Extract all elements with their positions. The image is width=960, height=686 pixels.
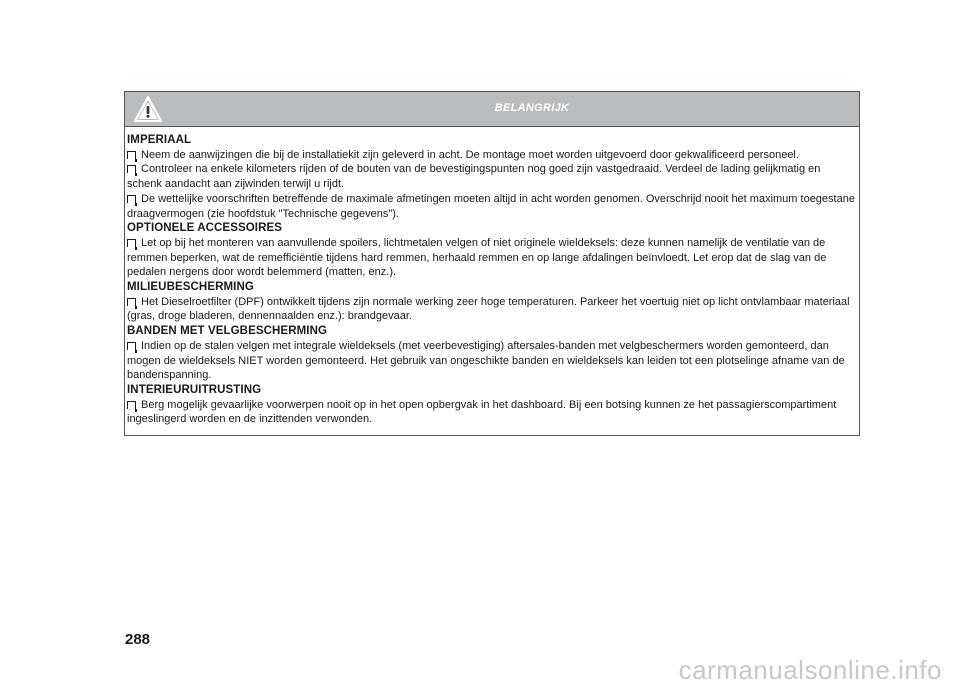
- bullet-icon: [127, 195, 136, 203]
- bullet-icon: [127, 298, 136, 306]
- bullet-paragraph: Controleer na enkele kilometers rijden of de bouten van de bevestigingspunten nog goed zijn vastgedraaid. Verdeel de lading gelijkmatig en schenk aandacht aan zijwinden terwijl u rijdt.: [127, 163, 821, 191]
- bullet-icon: [127, 342, 136, 350]
- section-heading: OPTIONELE ACCESSOIRES: [127, 222, 283, 235]
- bullet-icon: [127, 239, 136, 247]
- bullet-paragraph: Indien op de stalen velgen met integrale wieldeksels (met veerbevestiging) aftersales-banden met velgbeschermers worden gemonteerd, dan mogen de wieldeksels NIET worden gemonteerd. Het gebruik van ongeschikte banden en wieldeksels kan leiden tot een plotselinge afname van de bandenspanning.: [127, 339, 845, 382]
- bullet-paragraph: Berg mogelijk gevaarlijke voorwerpen nooit op in het open opbergvak in het dashboard. Bij een botsing kunnen ze het passagierscompartiment ingeslingerd worden en de inzittenden verwonden.: [127, 398, 837, 426]
- page-number: 288: [125, 631, 151, 648]
- watermark: carmanualsonline.info: [678, 655, 942, 685]
- section-heading: INTERIEURUITRUSTING: [127, 383, 262, 396]
- bullet-paragraph: De wettelijke voorschriften betreffende de maximale afmetingen moeten altijd in acht worden genomen. Overschrijd nooit het maximum toegestane draagvermogen (zie hoofdstuk "Technische gegevens").: [127, 192, 855, 220]
- box-title: BELANGRIJK: [494, 102, 570, 114]
- warning-box-header: [125, 92, 859, 127]
- bullet-icon: [127, 151, 136, 159]
- warning-box: [124, 91, 860, 436]
- bullet-icon: [127, 165, 136, 173]
- bullet-icon: [127, 401, 136, 409]
- section-milieubescherming: [127, 280, 855, 324]
- section-imperiaal: [127, 133, 855, 221]
- section-interieuruitrusting: [127, 383, 855, 427]
- section-heading: BANDEN MET VELGBESCHERMING: [127, 325, 328, 338]
- bullet-paragraph: Neem de aanwijzingen die bij de installatiekit zijn geleverd in acht. De montage moet worden uitgevoerd door gekwalificeerd personeel.: [127, 148, 855, 163]
- bullet-paragraph: Het Dieselroetfilter (DPF) ontwikkelt tijdens zijn normale werking zeer hoge temperaturen. Parkeer het voertuig niet op licht ontvlambaar materiaal (gras, droge bladeren, dennennaalden enz.): brandgevaar.: [127, 295, 850, 323]
- section-heading: MILIEUBESCHERMING: [127, 281, 254, 294]
- section-banden-met-velgbescherming: [127, 324, 855, 383]
- section-optionele-accessoires: [127, 221, 855, 280]
- section-heading: IMPERIAAL: [127, 134, 192, 146]
- box-body: [125, 127, 859, 435]
- bullet-paragraph: Let op bij het monteren van aanvullende spoilers, lichtmetalen velgen of niet originele wieldeksels: deze kunnen namelijk de ventilatie van de remmen beperken, wat de remefficiëntie tijdens hard remmen, herhaald remmen en op lange afdalingen beïnvloedt. Let erop dat de slag van de pedalen nergens door wordt belemmerd (matten, enz.).: [127, 236, 827, 279]
